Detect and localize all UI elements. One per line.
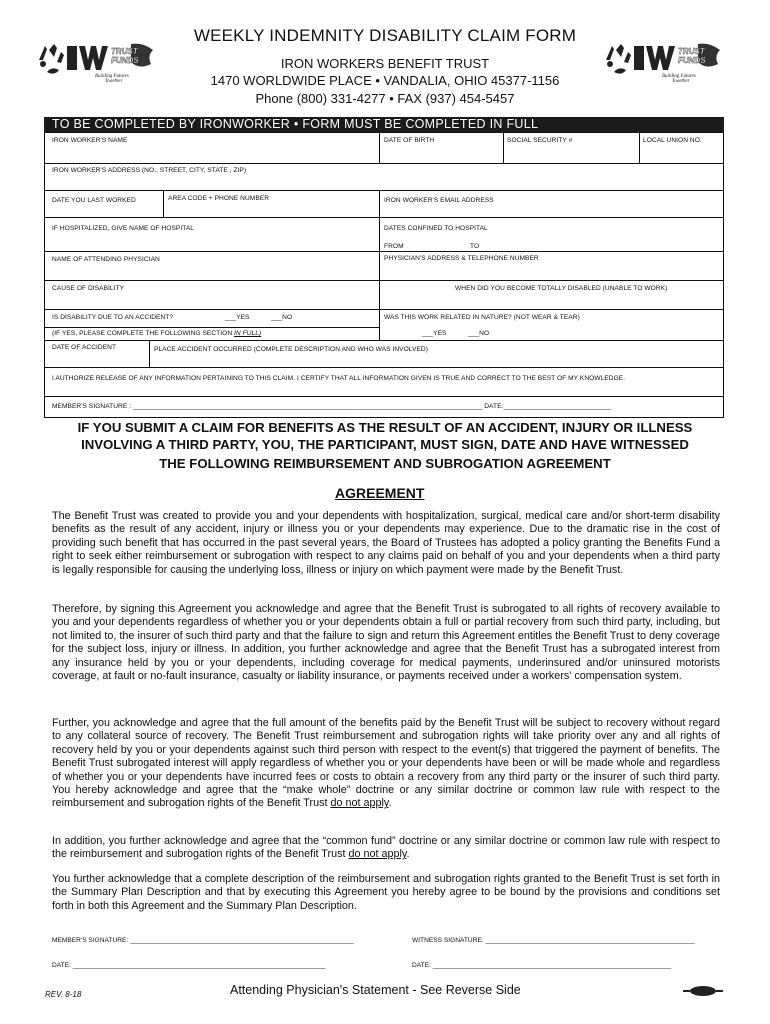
agreement-paragraph-1: The Benefit Trust was created to provide you and your dependents with hospitalization, surgical, medical care and/or short-term disability benefits as the result of any accident, injury or illness you or your dependents may experience. Due to the dramatic rise in the cost of providing such benefit that has occurred in the past several years, the Board of Trustees has adopted a policy granting the Benefits Fund a right to seek either reimbursement or subrogation with respect to any claims paid on behalf of you and your dependents when a third party is legally responsible for causing the underlying loss, illness or injury on which payment were made by the Benefit Trust. (52, 510, 720, 576)
member-signature-line[interactable]: MEMBER'S SIGNATURE : ______________________________________________________________________________________________ DATE:_____________________________ (52, 403, 612, 410)
svg-text:Together: Together (672, 79, 690, 82)
svg-text:TRUST: TRUST (111, 47, 138, 56)
reverse-side-note: Attending Physician's Statement - See Reverse Side (230, 983, 521, 997)
work-related-no-option[interactable]: ___NO (468, 330, 490, 337)
label-dates-confined: DATES CONFINED TO HOSPITAL (384, 225, 488, 232)
label-work-related: WAS THIS WORK RELATED IN NATURE? (NOT WEAR & TEAR) (384, 314, 580, 321)
union-bug-icon (683, 985, 723, 997)
svg-text:FUNDS: FUNDS (111, 56, 139, 65)
label-accident-place: PLACE ACCIDENT OCCURRED (COMPLETE DESCRIPTION AND WHO WAS INVOLVED) (154, 346, 428, 353)
notice-line-1: IF YOU SUBMIT A CLAIM FOR BENEFITS AS THE RESULT OF AN ACCIDENT, INJURY OR ILLNESS (77, 420, 693, 435)
claim-form-grid (44, 132, 724, 418)
svg-text:FUNDS: FUNDS (678, 56, 706, 65)
label-if-yes: (IF YES, PLEASE COMPLETE THE FOLLOWING SECTION IN FULL) (52, 330, 262, 337)
svg-text:TRUST: TRUST (678, 47, 705, 56)
witness-signature-line[interactable]: WITNESS SIGNATURE: _________________________________________________________ (412, 937, 695, 944)
agreement-paragraph-3: Further, you acknowledge and agree that the full amount of the benefits paid by the Benefit Trust will be subject to recovery without regard to any collateral source of recovery. The Benefit Trust reimbursement and subrogation rights will take priority over any and all rights of recovery held by you or your dependents against such third person with respect to the event(s) that triggered the payment of benefits. The Benefit Trust subrogated interest will apply regardless of whether you or your dependents have been or will be made whole and regardless of whether you or your dependents have incurred fees or costs to obtain a recovery from any third party or the insurer of such third party. You hereby acknowledge and agree that the “make whole” doctrine or any similar doctrine or common law rule with respect to the reimbursement and subrogation rights of the Benefit Trust do not apply. (52, 717, 720, 810)
notice-line-2: INVOLVING A THIRD PARTY, YOU, THE PARTICIPANT, MUST SIGN, DATE AND HAVE WITNESSED (81, 437, 689, 452)
member-date-line[interactable]: DATE: _____________________________________________________________________ (52, 962, 326, 969)
label-physician-address: PHYSICIAN'S ADDRESS & TELEPHONE NUMBER (384, 255, 539, 262)
authorization-statement: I AUTHORIZE RELEASE OF ANY INFORMATION PERTAINING TO THIS CLAIM. I CERTIFY THAT ALL INFORMATION GIVEN IS TRUE AND CORRECT TO THE BEST OF MY KNOWLEDGE. (52, 375, 626, 382)
label-phone: AREA CODE + PHONE NUMBER (168, 195, 270, 202)
svg-text:Building Futures: Building Futures (662, 74, 696, 79)
organization-address: 1470 WORLDWIDE PLACE • VANDALIA, OHIO 45377-1156 (210, 73, 560, 88)
witness-date-line[interactable]: DATE: _________________________________________________________________ (412, 962, 672, 969)
label-when-disabled: WHEN DID YOU BECOME TOTALLY DISABLED (UNABLE TO WORK) (455, 285, 668, 292)
label-dob: DATE OF BIRTH (384, 137, 435, 144)
organization-phone: Phone (800) 331-4277 • FAX (937) 454-5457 (255, 91, 515, 106)
label-last-worked: DATE YOU LAST WORKED (52, 197, 136, 204)
label-ssn: SOCIAL SECURITY # (507, 137, 573, 144)
form-banner: TO BE COMPLETED BY IRONWORKER • FORM MUST BE COMPLETED IN FULL (44, 117, 724, 132)
label-accident-date: DATE OF ACCIDENT (52, 344, 117, 351)
label-local-union: LOCAL UNION NO. (643, 137, 702, 144)
label-email: IRON WORKER'S EMAIL ADDRESS (384, 197, 494, 204)
agreement-paragraph-5: You further acknowledge that a complete description of the reimbursement and subrogation rights granted to the Benefit Trust is set forth in the Summary Plan Description and that by executing this Agreement you hereby agree to be bound by the provisions and conditions set forth in both this Agreement and the Summary Plan Description. (52, 873, 720, 912)
agreement-paragraph-4: In addition, you further acknowledge and agree that the “common fund” doctrine or any similar doctrine or common law rule with respect to the reimbursement and subrogation rights of the Benefit Trust do not apply. (52, 835, 720, 861)
form-title: WEEKLY INDEMNITY DISABILITY CLAIM FORM (193, 26, 577, 45)
agreement-member-signature-line[interactable]: MEMBER'S SIGNATURE: _____________________________________________________________ (52, 937, 354, 944)
label-address: IRON WORKER'S ADDRESS (NO., STREET, CITY, STATE , ZIP) (52, 167, 247, 174)
svg-text:Together: Together (105, 79, 123, 82)
revision-label: REV. 8-18 (45, 990, 82, 999)
label-physician: NAME OF ATTENDING PHYSICIAN (52, 256, 160, 263)
agreement-title: AGREEMENT (335, 485, 425, 501)
svg-text:Building Futures: Building Futures (95, 74, 129, 79)
label-hospital: IF HOSPITALIZED, GIVE NAME OF HOSPITAL (52, 225, 194, 232)
notice-line-3: THE FOLLOWING REIMBURSEMENT AND SUBROGATION AGREEMENT (159, 456, 611, 471)
organization-name: IRON WORKERS BENEFIT TRUST (280, 56, 490, 71)
label-accident-question: IS DISABILITY DUE TO AN ACCIDENT? (52, 314, 174, 321)
label-cause: CAUSE OF DISABILITY (52, 285, 125, 292)
accident-yes-option[interactable]: ___YES (225, 314, 250, 321)
label-from: FROM (384, 243, 404, 250)
work-related-yes-option[interactable]: ___YES (422, 330, 447, 337)
label-to: TO (470, 243, 480, 250)
label-name: IRON WORKER'S NAME (52, 137, 128, 144)
accident-no-option[interactable]: ___NO (271, 314, 293, 321)
agreement-paragraph-2: Therefore, by signing this Agreement you acknowledge and agree that the Benefit Trust is subrogated to all rights of recovery available to you and your dependents regardless of whether you or your dependents obtain a full or partial recovery from such third party, including, but not limited to, the insurer of such third party and that the failure to sign and return this Agreement entitles the Benefit Trust to deny coverage for the subject loss, injury or illness. In addition, you further acknowledge and agree that the Benefit Trust has a subrogated interest from any insurance held by you or your dependents, including coverage for medical payments, underinsured and/or uninsured motorists coverage, at fault or no-fault insurance, casualty or liability insurance, or payments received under a workers' compensation system. (52, 603, 720, 683)
